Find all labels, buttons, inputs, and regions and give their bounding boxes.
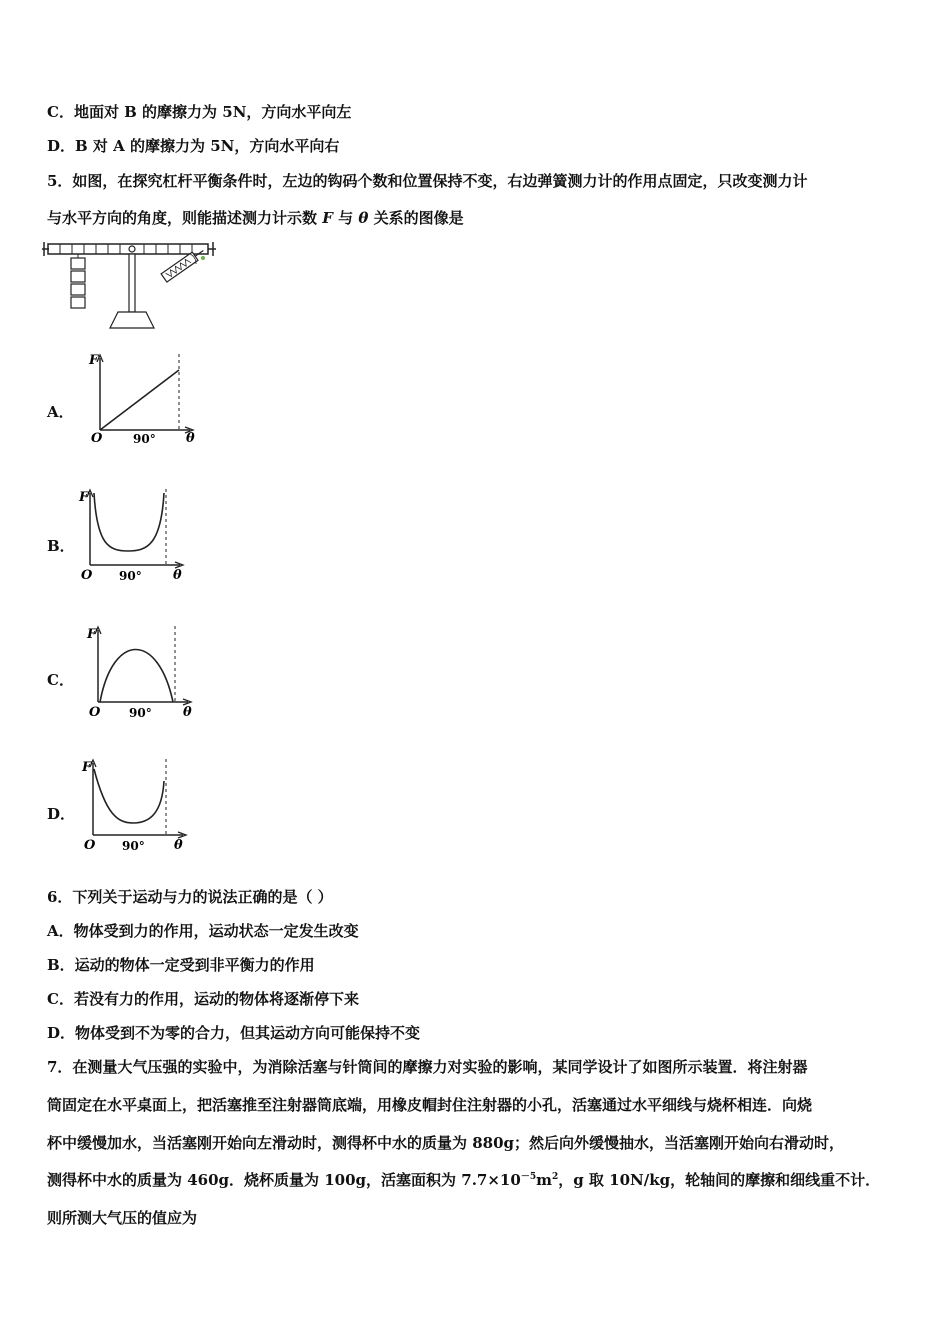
q7-unit: m xyxy=(536,1171,552,1189)
q6-option-a[interactable]: A．物体受到力的作用，运动状态一定发生改变 xyxy=(47,922,359,940)
graph-b-y-label: F xyxy=(79,490,89,505)
q5-stem-mid: 与 xyxy=(338,209,354,227)
graph-d-y-label: F xyxy=(82,760,92,775)
graph-d-origin: O xyxy=(84,838,96,853)
graph-d-tick: 90° xyxy=(122,839,145,853)
option-d-label[interactable]: D． xyxy=(47,805,76,823)
graph-a-tick: 90° xyxy=(133,432,156,446)
q7-line3: 杯中缓慢加水，当活塞刚开始向左滑动时，测得杯中水的质量为 880g；然后向外缓慢抽水，当活塞刚开始向右滑动时， xyxy=(47,1134,845,1152)
q5-var-f: F xyxy=(322,209,333,227)
graph-c[interactable] xyxy=(83,622,198,722)
graph-c-tick: 90° xyxy=(129,706,152,720)
graph-d-x-label: θ xyxy=(174,838,183,853)
q7-line2: 筒固定在水平桌面上，把活塞推至注射器筒底端，用橡皮帽封住注射器的小孔，活塞通过水平细线与烧杯相连．向烧 xyxy=(47,1096,813,1114)
graph-a[interactable] xyxy=(85,350,200,450)
option-c-label[interactable]: C． xyxy=(47,671,74,689)
q6-stem: 6．下列关于运动与力的说法正确的是（ ） xyxy=(47,888,333,906)
graph-a-origin: O xyxy=(91,431,103,446)
q7-line4 xyxy=(47,1170,880,1190)
q5-stem-prefix: 与水平方向的角度，则能描述测力计示数 xyxy=(47,209,318,227)
graph-c-y-label: F xyxy=(87,627,97,642)
q5-stem-suffix: 关系的图像是 xyxy=(373,209,464,227)
q4-option-c: C．地面对 B 的摩擦力为 5N，方向水平向左 xyxy=(47,103,352,121)
graph-d[interactable] xyxy=(78,755,193,855)
option-b-label[interactable]: B． xyxy=(47,537,75,555)
q5-var-theta: θ xyxy=(358,209,369,227)
graph-b-origin: O xyxy=(81,568,93,583)
graph-b[interactable] xyxy=(75,485,190,585)
q7-exponent: －5 xyxy=(520,1172,537,1182)
lever-diagram xyxy=(40,238,225,333)
q7-line4-suffix: ，g 取 10N/kg，轮轴间的摩擦和细线重不计． xyxy=(558,1171,881,1189)
q6-option-b[interactable]: B．运动的物体一定受到非平衡力的作用 xyxy=(47,956,315,974)
q7-line4-prefix: 测得杯中水的质量为 460g．烧杯质量为 100g，活塞面积为 7.7×10 xyxy=(47,1171,521,1189)
option-a-label[interactable]: A． xyxy=(47,403,74,421)
q6-option-d[interactable]: D．物体受到不为零的合力，但其运动方向可能保持不变 xyxy=(47,1024,421,1042)
q4-option-d: D．B 对 A 的摩擦力为 5N，方向水平向右 xyxy=(47,137,340,155)
graph-a-y-label: F xyxy=(89,353,99,368)
q7-unit-exponent: 2 xyxy=(551,1172,559,1182)
graph-b-tick: 90° xyxy=(119,569,142,583)
graph-c-origin: O xyxy=(89,705,101,720)
q5-stem-line1: 5．如图，在探究杠杆平衡条件时，左边的钩码个数和位置保持不变，右边弹簧测力计的作用点固定，只改变测力计 xyxy=(47,172,808,190)
graph-c-x-label: θ xyxy=(183,705,192,720)
q5-stem-line2 xyxy=(47,208,464,228)
graph-b-x-label: θ xyxy=(173,568,182,583)
q7-line5: 则所测大气压的值应为 xyxy=(47,1209,198,1227)
graph-a-x-label: θ xyxy=(186,431,195,446)
q7-line1: 7．在测量大气压强的实验中，为消除活塞与针筒间的摩擦力对实验的影响，某同学设计了如图所示装置．将注射器 xyxy=(47,1058,808,1076)
q6-option-c[interactable]: C．若没有力的作用，运动的物体将逐渐停下来 xyxy=(47,990,359,1008)
